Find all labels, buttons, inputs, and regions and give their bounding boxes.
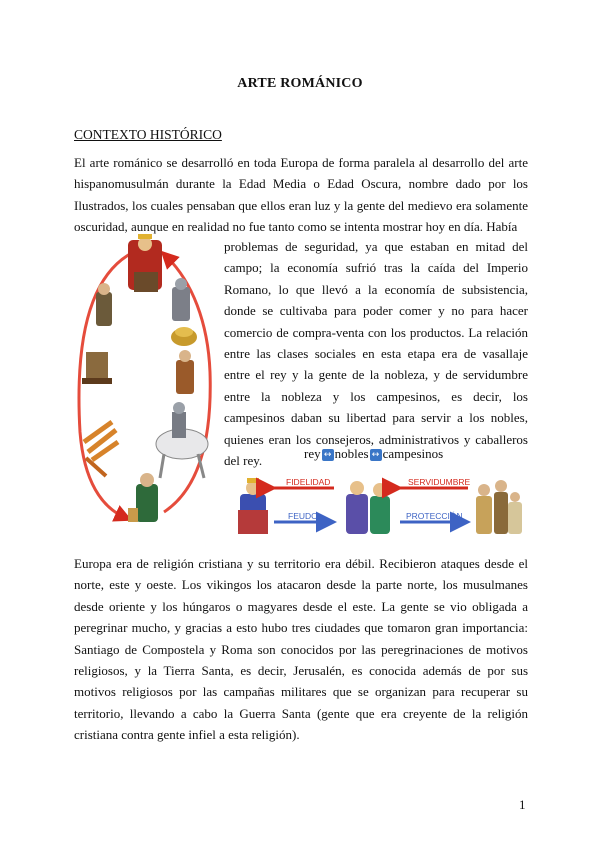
- peasants-icon: [476, 480, 522, 534]
- feudo-label: FEUDO: [288, 511, 318, 521]
- relation-nobles: nobles: [334, 446, 369, 461]
- feudal-relations-diagram: [236, 472, 526, 540]
- peasant-figure: [176, 350, 194, 394]
- horseman-figure: [156, 402, 208, 478]
- treasure-figure: [171, 327, 197, 346]
- double-arrow-icon: ↔: [370, 449, 382, 461]
- page-number: 1: [519, 797, 526, 812]
- page-title: ARTE ROMÁNICO: [237, 76, 363, 91]
- nobles-icon: [346, 481, 390, 534]
- relation-campesinos: campesinos: [382, 446, 444, 461]
- paragraph-society: problemas de seguridad, ya que estaban en mitad del campo; la economía sufrió tras la caída del Imperio Romano, lo que llevó a la economía de subsistencia, donde se cultivaba para poder comer y no para hacer comercio de compra-venta con los productos. La relación entre las clases sociales en esta etapa era de vasallaje entre el rey y la gente de la nobleza, y de servidumbre entre la nobleza y los campesinos, es decir, los campesinos daban su libertad para servir a los nobles, quienes eran los consejeros, administrativos y caballeros del rey.: [224, 239, 528, 469]
- paragraph-intro: El arte románico se desarrolló en toda Europa de forma paralela al desarrollo del arte hispanomusulmán durante la Edad Media o Edad Oscura, nombre dado por los Ilustrados, los cuales pensaban que ellos eran luz y la gente del medievo era solamente oscuridad, aunque en realidad no fue tanto como se intenta mostrar hoy en día. Había: [74, 155, 528, 235]
- feudal-cycle-illustration: [72, 232, 222, 532]
- social-relation: [304, 446, 443, 462]
- wheat-figure: [84, 422, 118, 476]
- servidumbre-label: SERVIDUMBRE: [408, 477, 471, 487]
- soldier-figure: [96, 283, 112, 326]
- double-arrow-icon: ↔: [322, 449, 334, 461]
- king-figure: [128, 234, 162, 292]
- paragraph-religion: Europa era de religión cristiana y su territorio era débil. Recibieron ataques desde el norte, este y oeste. Los vikingos los atacaron desde la parte norte, los musulmanes desde oriente y los húngaros o magyares desde el este. La gente se vio obligada a peregrinar mucho, y gracias a esto hubo tres ciudades que tomaron gran importancia: Santiago de Compostela y Roma son conocidos por las peregrinaciones de motivos religiosos, y la Tierra Santa, es decir, Jerusalén, es conocida además de por sus motivos religiosos por las campañas militares que se organizan para recuperar su territorio, llevando a cabo la Guerra Santa (gente que era creyente de la religión cristiana contra gente infiel a esta religión).: [74, 556, 528, 743]
- section-heading: CONTEXTO HISTÓRICO: [74, 127, 222, 142]
- fidelidad-label: FIDELIDAD: [286, 477, 331, 487]
- scribe-figure: [82, 352, 112, 384]
- bottom-peasant-figure: [128, 473, 158, 522]
- relation-rey: rey: [304, 446, 321, 461]
- king-icon: [238, 478, 268, 534]
- proteccion-label: PROTECCIÓN: [406, 511, 463, 521]
